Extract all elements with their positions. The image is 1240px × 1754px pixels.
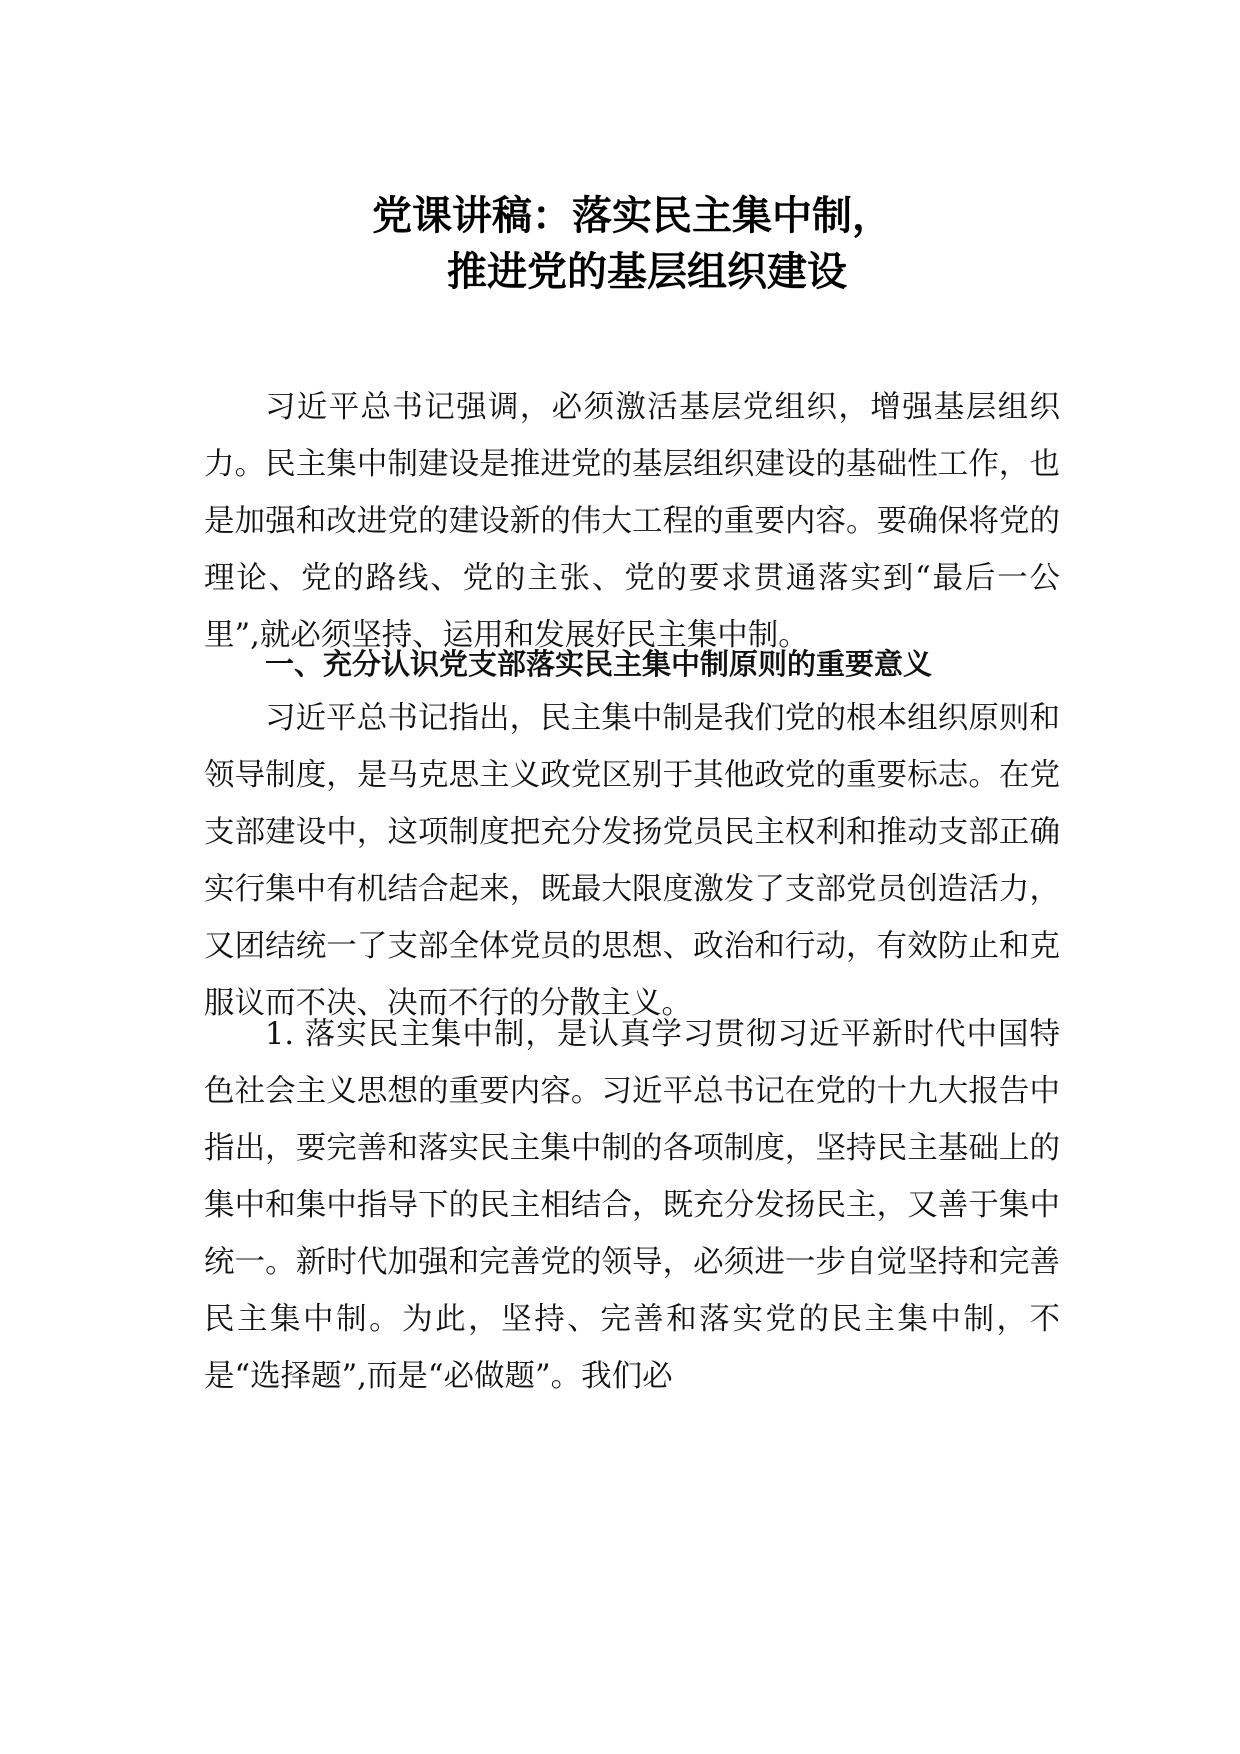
section-paragraph-2: 1. 落实民主集中制，是认真学习贯彻习近平新时代中国特色社会主义思想的重要内容。习近平总书记在党的十九大报告中指出，要完善和落实民主集中制的各项制度，坚持民主基础上的集中和集中指导下的民主相结合，既充分发扬民主，又善于集中统一。新时代加强和完善党的领导，必须进一步自觉坚持和完善民主集中制。为此，坚持、完善和落实党的民主集中制，不是“选择题”,而是“必做题”。我们必 — [204, 1017, 1060, 1394]
page-title — [204, 188, 1060, 300]
section-paragraph-1: 习近平总书记指出，民主集中制是我们党的根本组织原则和领导制度，是马克思主义政党区别于其他政党的重要标志。在党支部建设中，这项制度把充分发扬党员民主权利和推动支部正确实行集中有机结合起来，既最大限度激发了支部党员创造活力，又团结统一了支部全体党员的思想、政治和行动，有效防止和克服议而不决、决而不行的分散主义。 — [204, 701, 1060, 1021]
document-page — [204, 0, 1060, 1754]
title-line-2: 推进党的基层组织建设 — [447, 249, 847, 295]
section-heading: 一、充分认识党支部落实民主集中制原则的重要意义 — [265, 647, 933, 681]
intro-paragraph: 习近平总书记强调，必须激活基层党组织，增强基层组织力。民主集中制建设是推进党的基层组织建设的基础性工作，也是加强和改进党的建设新的伟大工程的重要内容。要确保将党的理论、党的路线、党的主张、党的要求贯通落实到“最后一公里”,就必须坚持、运用和发展好民主集中制。 — [204, 390, 1060, 653]
title-line-1: 党课讲稿：落实民主集中制， — [372, 193, 892, 239]
